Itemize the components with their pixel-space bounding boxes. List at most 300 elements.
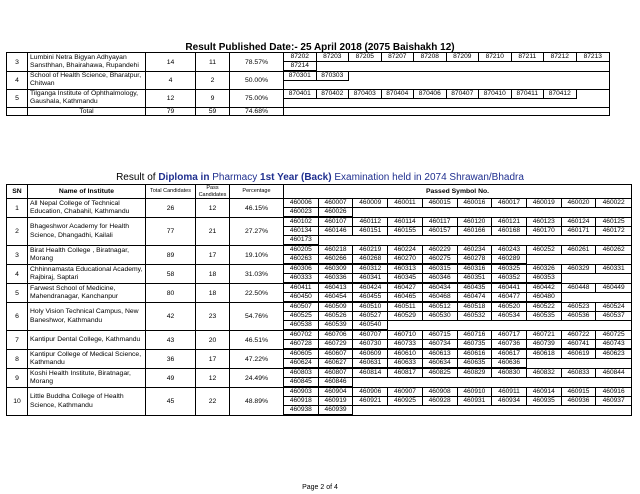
empty-symbol-slot <box>492 378 527 386</box>
serial-number: 1 <box>7 199 28 218</box>
symbol-number: 460814 <box>353 369 388 378</box>
symbol-number: 460219 <box>353 246 388 255</box>
symbol-number: 460205 <box>284 246 319 255</box>
pass-candidates: 12 <box>196 199 230 218</box>
symbol-number: 460020 <box>562 199 597 208</box>
symbol-number: 460171 <box>562 227 597 236</box>
symbol-number: 870401 <box>284 90 317 99</box>
passed-symbols-cell <box>284 331 632 350</box>
institute-name: School of Health Science, Bharatpur, Chitwan <box>28 72 146 90</box>
institute-name: Kantipur College of Medical Science, Kathmandu <box>28 350 146 369</box>
serial-number: 8 <box>7 350 28 369</box>
symbol-number: 460124 <box>562 218 597 227</box>
empty-symbol-slot <box>596 236 631 244</box>
serial-number: 4 <box>7 265 28 284</box>
symbol-number: 460449 <box>596 284 631 293</box>
symbol-number: 460015 <box>423 199 458 208</box>
symbol-number: 460707 <box>353 331 388 340</box>
symbol-number: 460173 <box>284 236 319 245</box>
empty-symbol-slot <box>414 72 447 80</box>
empty-symbol-slot <box>512 72 545 80</box>
symbol-number: 87214 <box>284 62 317 71</box>
symbol-number: 460634 <box>423 359 458 368</box>
symbol-number: 460538 <box>284 321 319 330</box>
diploma-pharmacy-heading <box>0 172 640 183</box>
symbol-number: 460120 <box>458 218 493 227</box>
empty-symbol-slot <box>447 62 480 70</box>
pass-candidates: 17 <box>196 246 230 265</box>
serial-number: 7 <box>7 331 28 350</box>
symbol-number: 460624 <box>284 359 319 368</box>
empty-symbol-slot <box>527 208 562 216</box>
pass-candidates: 23 <box>196 303 230 331</box>
total-pass-sum: 59 <box>196 107 230 115</box>
total-candidates: 42 <box>146 303 196 331</box>
symbol-number: 460618 <box>527 350 562 359</box>
institute-name: Holy Vision Technical Campus, New Baneshwor, Kathmandu <box>28 303 146 331</box>
symbol-number: 460536 <box>562 312 597 321</box>
percentage: 31.03% <box>230 265 284 284</box>
symbol-number: 460441 <box>492 284 527 293</box>
empty-symbol-slot <box>353 236 388 244</box>
empty-symbol-slot <box>458 406 493 414</box>
percentage: 75.00% <box>230 89 284 107</box>
passed-symbols-cell <box>284 388 632 416</box>
table-row <box>7 303 632 331</box>
empty-symbol-slot <box>388 208 423 216</box>
symbol-number: 460537 <box>596 312 631 321</box>
serial-number: 5 <box>7 89 28 107</box>
header-passed-symbols: Passed Symbol No. <box>284 185 632 199</box>
symbol-number: 460845 <box>284 378 319 387</box>
passed-symbols-cell <box>284 265 632 284</box>
empty-symbol-slot <box>423 321 458 329</box>
empty-symbol-slot <box>527 321 562 329</box>
symbol-number: 460507 <box>284 303 319 312</box>
table-row <box>7 284 632 303</box>
symbol-number: 460907 <box>388 388 423 397</box>
total-row <box>7 107 610 115</box>
symbol-number: 460434 <box>423 284 458 293</box>
symbol-number: 460921 <box>353 397 388 406</box>
pass-candidates: 18 <box>196 265 230 284</box>
empty-symbol-slot <box>319 236 354 244</box>
symbol-number: 460268 <box>353 255 388 264</box>
passed-symbols-cell <box>284 53 610 72</box>
symbol-number: 460607 <box>319 350 354 359</box>
symbol-number: 460529 <box>388 312 423 321</box>
table-row <box>7 199 632 218</box>
total-candidates: 36 <box>146 350 196 369</box>
symbol-number: 460817 <box>388 369 423 378</box>
symbol-number: 460938 <box>284 406 319 415</box>
pass-candidates: 20 <box>196 331 230 350</box>
symbol-number: 460352 <box>492 274 527 283</box>
empty-symbol-slot <box>423 208 458 216</box>
symbol-number: 460743 <box>596 340 631 349</box>
header-institute: Name of Institute <box>28 185 146 199</box>
symbol-number: 460739 <box>527 340 562 349</box>
symbol-number: 460331 <box>596 265 631 274</box>
symbol-number: 870410 <box>479 90 512 99</box>
symbol-number: 460117 <box>423 218 458 227</box>
symbol-number: 460716 <box>458 331 493 340</box>
percentage: 47.22% <box>230 350 284 369</box>
symbol-number: 460411 <box>284 284 319 293</box>
symbol-number: 460540 <box>353 321 388 330</box>
symbol-number: 460539 <box>319 321 354 330</box>
symbol-number: 460706 <box>319 331 354 340</box>
symbol-number: 460266 <box>319 255 354 264</box>
symbol-number: 460325 <box>492 265 527 274</box>
symbol-number: 460151 <box>353 227 388 236</box>
symbol-number: 460526 <box>319 312 354 321</box>
symbol-number: 460530 <box>423 312 458 321</box>
symbol-number: 870406 <box>414 90 447 99</box>
symbol-number: 460107 <box>319 218 354 227</box>
symbol-number: 460523 <box>562 303 597 312</box>
symbol-number: 460616 <box>458 350 493 359</box>
symbol-number: 460427 <box>388 284 423 293</box>
symbol-number: 460635 <box>458 359 493 368</box>
table-row <box>7 388 632 416</box>
empty-symbol-slot <box>353 378 388 386</box>
percentage: 19.10% <box>230 246 284 265</box>
symbol-number: 460345 <box>388 274 423 283</box>
header-sn: SN <box>7 185 28 199</box>
passed-symbols-cell <box>284 89 610 107</box>
symbol-number: 460518 <box>458 303 493 312</box>
empty-symbol-slot <box>562 293 597 301</box>
empty-symbol-slot <box>596 293 631 301</box>
total-candidates: 49 <box>146 369 196 388</box>
pass-candidates: 17 <box>196 350 230 369</box>
symbol-number: 460315 <box>423 265 458 274</box>
symbol-number: 460936 <box>562 397 597 406</box>
symbol-number: 870412 <box>544 90 577 99</box>
empty-symbol-slot <box>527 378 562 386</box>
symbol-number: 460918 <box>284 397 319 406</box>
percentage: 54.76% <box>230 303 284 331</box>
serial-number: 9 <box>7 369 28 388</box>
total-candidates: 80 <box>146 284 196 303</box>
empty-symbol-slot <box>388 321 423 329</box>
symbol-number: 460252 <box>527 246 562 255</box>
percentage: 27.27% <box>230 218 284 246</box>
serial-number: 10 <box>7 388 28 416</box>
percentage: 46.51% <box>230 331 284 350</box>
symbol-number: 460016 <box>458 199 493 208</box>
symbol-number: 460633 <box>388 359 423 368</box>
symbol-number: 870303 <box>317 72 350 81</box>
symbol-number: 460316 <box>458 265 493 274</box>
empty-symbol-slot <box>479 72 512 80</box>
symbol-number: 460609 <box>353 350 388 359</box>
symbol-number: 460910 <box>458 388 493 397</box>
institute-name: Birat Health College , Biratnagar, Morang <box>28 246 146 265</box>
empty-symbol-slot <box>458 378 493 386</box>
passed-symbols-cell <box>284 218 632 246</box>
symbol-number: 460702 <box>284 331 319 340</box>
total-row-blank <box>7 107 28 115</box>
passed-symbols-cell <box>284 284 632 303</box>
symbol-number: 460450 <box>284 293 319 302</box>
symbol-number: 460022 <box>596 199 631 208</box>
symbol-number: 460610 <box>388 350 423 359</box>
symbol-number: 460734 <box>423 340 458 349</box>
symbol-number: 460146 <box>319 227 354 236</box>
symbol-number: 460224 <box>388 246 423 255</box>
empty-symbol-slot <box>414 62 447 70</box>
total-candidates: 26 <box>146 199 196 218</box>
empty-symbol-slot <box>458 236 493 244</box>
symbol-number: 87208 <box>414 53 447 62</box>
symbol-number: 460435 <box>458 284 493 293</box>
empty-symbol-slot <box>562 378 597 386</box>
empty-symbol-slot <box>596 255 631 263</box>
symbol-number: 460904 <box>319 388 354 397</box>
table-row <box>7 265 632 284</box>
symbol-number: 460511 <box>388 303 423 312</box>
pass-candidates: 2 <box>196 72 230 90</box>
total-candidates: 89 <box>146 246 196 265</box>
passed-symbols-cell <box>284 199 632 218</box>
empty-symbol-slot <box>492 236 527 244</box>
empty-symbol-slot <box>562 321 597 329</box>
symbol-number: 460172 <box>596 227 631 236</box>
symbol-number: 460715 <box>423 331 458 340</box>
symbol-number: 460729 <box>319 340 354 349</box>
pass-candidates: 9 <box>196 89 230 107</box>
symbol-number: 460535 <box>527 312 562 321</box>
symbol-number: 460480 <box>527 293 562 302</box>
percentage: 24.49% <box>230 369 284 388</box>
symbol-number: 460934 <box>492 397 527 406</box>
symbol-number: 460125 <box>596 218 631 227</box>
symbol-number: 460157 <box>423 227 458 236</box>
empty-symbol-slot <box>527 255 562 263</box>
symbol-number: 460278 <box>458 255 493 264</box>
heading-year: 1st Year (Back) <box>260 172 332 183</box>
symbol-number: 460455 <box>353 293 388 302</box>
table-row <box>7 369 632 388</box>
symbol-number: 460261 <box>562 246 597 255</box>
symbol-number: 460631 <box>353 359 388 368</box>
symbol-number: 460741 <box>562 340 597 349</box>
symbol-number: 460733 <box>388 340 423 349</box>
symbol-number: 460477 <box>492 293 527 302</box>
symbol-number: 460121 <box>492 218 527 227</box>
empty-symbol-slot <box>596 274 631 282</box>
heading-prefix: Result of <box>116 172 159 183</box>
empty-symbol-slot <box>562 236 597 244</box>
serial-number: 2 <box>7 218 28 246</box>
serial-number: 4 <box>7 72 28 90</box>
empty-symbol-slot <box>349 72 382 80</box>
passed-symbols-cell <box>284 246 632 265</box>
serial-number: 5 <box>7 284 28 303</box>
total-candidates: 58 <box>146 265 196 284</box>
serial-number: 6 <box>7 303 28 331</box>
symbol-number: 460468 <box>423 293 458 302</box>
symbol-number: 460613 <box>423 350 458 359</box>
total-percentage: 74.68% <box>230 107 284 115</box>
symbol-number: 460026 <box>319 208 354 217</box>
pass-candidates: 12 <box>196 369 230 388</box>
institute-name: Bhageshwor Academy for Health Science, Dhangadhi, Kailali <box>28 218 146 246</box>
symbol-number: 460465 <box>388 293 423 302</box>
institute-name: Kantipur Dental College, Kathmandu <box>28 331 146 350</box>
symbol-number: 460844 <box>596 369 631 378</box>
symbol-number: 460833 <box>562 369 597 378</box>
percentage: 78.57% <box>230 53 284 72</box>
symbol-number: 460617 <box>492 350 527 359</box>
empty-symbol-slot <box>577 72 610 80</box>
symbol-number: 87202 <box>284 53 317 62</box>
symbol-number: 460442 <box>527 284 562 293</box>
symbol-number: 460717 <box>492 331 527 340</box>
empty-symbol-slot <box>492 208 527 216</box>
empty-symbol-slot <box>388 406 423 414</box>
empty-symbol-slot <box>596 208 631 216</box>
symbol-number: 460123 <box>527 218 562 227</box>
symbol-number: 460006 <box>284 199 319 208</box>
empty-symbol-slot <box>562 208 597 216</box>
symbol-number: 460911 <box>492 388 527 397</box>
result-published-date-heading: Result Published Date:- 25 April 2018 (2075 Baishakh 12) <box>185 42 455 53</box>
total-candidates: 14 <box>146 53 196 72</box>
symbol-number: 460916 <box>596 388 631 397</box>
symbol-number: 87207 <box>382 53 415 62</box>
symbol-number: 460803 <box>284 369 319 378</box>
symbol-number: 460825 <box>423 369 458 378</box>
symbol-number: 460730 <box>353 340 388 349</box>
symbol-number: 460306 <box>284 265 319 274</box>
symbol-number: 460736 <box>492 340 527 349</box>
empty-symbol-slot <box>562 274 597 282</box>
passed-symbols-cell <box>284 303 632 331</box>
empty-symbol-slot <box>596 321 631 329</box>
symbol-number: 460270 <box>388 255 423 264</box>
symbol-number: 460166 <box>458 227 493 236</box>
symbol-number: 460243 <box>492 246 527 255</box>
symbol-number: 460937 <box>596 397 631 406</box>
table-row <box>7 218 632 246</box>
institute-name: Koshi Health Institute, Biratnagar, Morang <box>28 369 146 388</box>
empty-symbol-slot <box>527 406 562 414</box>
percentage: 46.15% <box>230 199 284 218</box>
table-row <box>7 89 610 107</box>
symbol-number: 460326 <box>527 265 562 274</box>
symbol-number: 460522 <box>527 303 562 312</box>
pass-candidates: 11 <box>196 53 230 72</box>
header-total: Total Candidates <box>146 185 196 199</box>
institute-name: All Nepal College of Technical Education, Chabahil, Kathmandu <box>28 199 146 218</box>
empty-symbol-slot <box>512 62 545 70</box>
symbol-number: 87211 <box>512 53 545 62</box>
percentage: 48.89% <box>230 388 284 416</box>
symbol-number: 460520 <box>492 303 527 312</box>
symbol-number: 460229 <box>423 246 458 255</box>
empty-symbol-slot <box>458 208 493 216</box>
empty-symbol-slot <box>562 359 597 367</box>
heading-program: Pharmacy <box>209 172 261 183</box>
symbol-number: 460619 <box>562 350 597 359</box>
total-candidates: 77 <box>146 218 196 246</box>
symbol-number: 460234 <box>458 246 493 255</box>
symbol-number: 87203 <box>317 53 350 62</box>
symbol-number: 460329 <box>562 265 597 274</box>
symbol-number: 460636 <box>492 359 527 368</box>
passed-symbols-cell <box>284 350 632 369</box>
symbol-number: 460170 <box>527 227 562 236</box>
symbol-number: 460525 <box>284 312 319 321</box>
symbol-number: 87210 <box>479 53 512 62</box>
symbol-number: 460903 <box>284 388 319 397</box>
symbol-number: 460925 <box>388 397 423 406</box>
symbol-number: 460721 <box>527 331 562 340</box>
empty-symbol-slot <box>562 406 597 414</box>
symbol-number: 460312 <box>353 265 388 274</box>
empty-symbol-slot <box>349 62 382 70</box>
empty-symbol-slot <box>423 378 458 386</box>
symbol-number: 460605 <box>284 350 319 359</box>
symbol-number: 460908 <box>423 388 458 397</box>
symbol-number: 460275 <box>423 255 458 264</box>
symbol-number: 460011 <box>388 199 423 208</box>
empty-symbol-slot <box>317 62 350 70</box>
symbol-number: 460351 <box>458 274 493 283</box>
symbol-number: 460509 <box>319 303 354 312</box>
institute-name: Chhinnamasta Educational Academy, Rajbiraj, Saptari <box>28 265 146 284</box>
percentage: 22.50% <box>230 284 284 303</box>
symbol-number: 460928 <box>423 397 458 406</box>
empty-symbol-slot <box>492 321 527 329</box>
empty-symbol-slot <box>388 236 423 244</box>
institute-name: Little Buddha College of Health Science, Kathmandu <box>28 388 146 416</box>
passed-symbols-cell <box>284 369 632 388</box>
empty-symbol-slot <box>382 62 415 70</box>
symbol-number: 460532 <box>458 312 493 321</box>
symbol-number: 460919 <box>319 397 354 406</box>
symbol-number: 460019 <box>527 199 562 208</box>
total-candidates: 4 <box>146 72 196 90</box>
symbol-number: 870411 <box>512 90 545 99</box>
page-footer: Page 2 of 4 <box>302 484 338 491</box>
symbol-number: 460939 <box>319 406 354 415</box>
symbol-number: 460102 <box>284 218 319 227</box>
symbol-number: 87212 <box>544 53 577 62</box>
empty-symbol-slot <box>544 62 577 70</box>
header-percentage: Percentage <box>230 185 284 199</box>
symbol-number: 460510 <box>353 303 388 312</box>
institute-name: Lumbini Netra Bigyan Adhyayan Sansthhan, Bhairahawa, Rupandehi <box>28 53 146 72</box>
percentage: 50.00% <box>230 72 284 90</box>
symbol-number: 460112 <box>353 218 388 227</box>
symbol-number: 460454 <box>319 293 354 302</box>
symbol-number: 460735 <box>458 340 493 349</box>
symbol-number: 460830 <box>492 369 527 378</box>
total-candidates-sum: 79 <box>146 107 196 115</box>
symbol-number: 460007 <box>319 199 354 208</box>
symbol-number: 87213 <box>577 53 610 62</box>
results-table-previous <box>6 52 610 116</box>
pass-candidates: 21 <box>196 218 230 246</box>
total-candidates: 43 <box>146 331 196 350</box>
symbol-number: 460114 <box>388 218 423 227</box>
empty-symbol-slot <box>423 406 458 414</box>
symbol-number: 87209 <box>447 53 480 62</box>
